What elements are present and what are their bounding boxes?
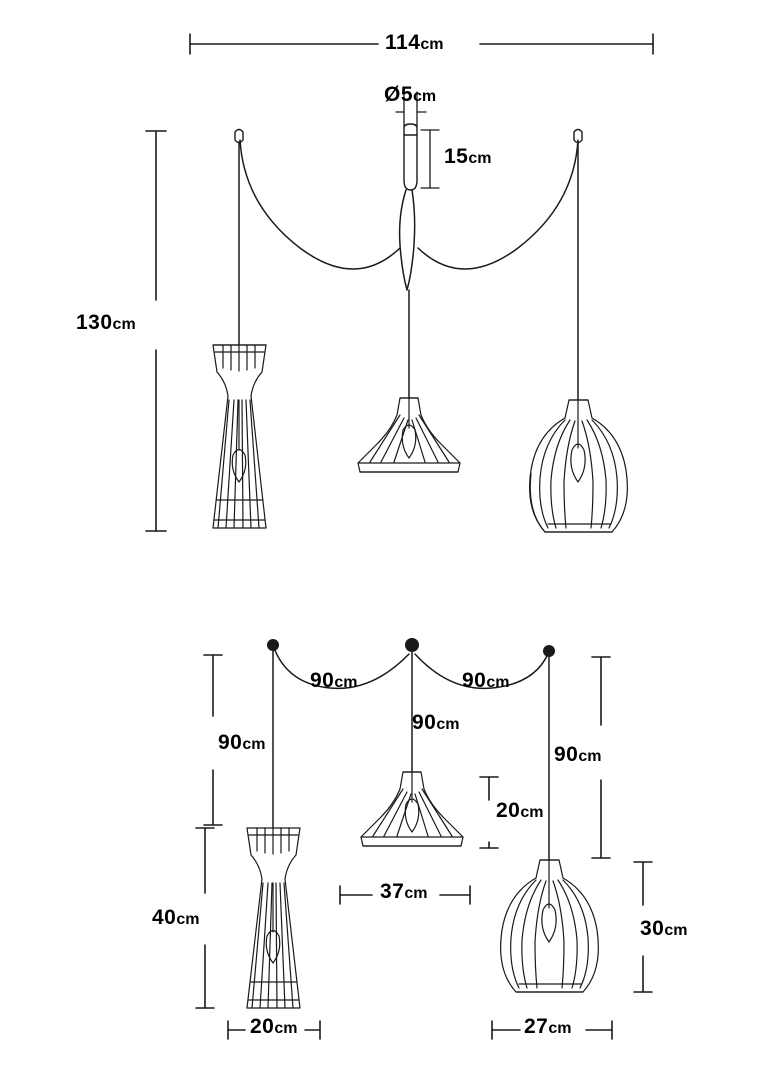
label-overall-width-value: 114 (385, 31, 421, 54)
label-shade-width-center (380, 881, 427, 902)
label-overall-drop (76, 312, 136, 333)
cord-swag-left (240, 140, 400, 269)
mount-dot-left (267, 639, 279, 651)
label-cord-length-left-value: 90 (218, 731, 243, 754)
shade-left-top (213, 345, 266, 528)
label-overall-drop-unit: cm (112, 316, 136, 333)
label-cord-length-right-unit: cm (578, 748, 602, 765)
label-shade-height-left-value: 40 (152, 906, 177, 929)
label-shade-height-right (640, 918, 687, 939)
mount-dot-center (405, 638, 419, 652)
label-cord-length-center-value: 90 (412, 711, 437, 734)
label-cord-length-right (554, 744, 601, 765)
label-shade-width-left (250, 1016, 297, 1037)
label-canopy-height (444, 146, 491, 167)
label-overall-width (385, 32, 444, 53)
label-shade-height-left-unit: cm (176, 911, 200, 928)
label-shade-width-center-unit: cm (404, 885, 428, 902)
cord-hook-left (235, 130, 243, 143)
mount-dot-right (543, 645, 555, 657)
cord-swag-right (418, 140, 578, 269)
label-canopy-height-unit: cm (468, 150, 492, 167)
label-shade-height-left (152, 907, 199, 928)
cord-center-loop (400, 190, 415, 290)
label-shade-width-right-unit: cm (548, 1020, 572, 1037)
label-cord-length-left-unit: cm (242, 736, 266, 753)
label-shade-height-right-unit: cm (664, 922, 688, 939)
label-cord-length-center (412, 712, 459, 733)
label-cord-length-center-unit: cm (436, 716, 460, 733)
label-overall-width-unit: cm (420, 36, 444, 53)
dim-overall-drop (146, 131, 166, 531)
label-shade-width-left-value: 20 (250, 1015, 275, 1038)
label-shade-height-center-unit: cm (520, 804, 544, 821)
label-canopy-diameter-value: Ø5 (384, 83, 414, 106)
label-shade-height-center-value: 20 (496, 799, 521, 822)
label-shade-height-right-value: 30 (640, 917, 665, 940)
label-shade-width-right-value: 27 (524, 1015, 549, 1038)
label-shade-height-center (496, 800, 543, 821)
shade-right-bottom (501, 860, 599, 992)
label-cord-span-right-value: 90 (462, 669, 487, 692)
shade-right-top (530, 400, 628, 532)
label-shade-width-right (524, 1016, 571, 1037)
shade-center-top (358, 398, 460, 472)
shade-center-bottom (361, 772, 463, 846)
dim-canopy-height (421, 130, 439, 188)
label-cord-length-left (218, 732, 265, 753)
label-cord-span-right (462, 670, 509, 691)
label-canopy-height-value: 15 (444, 145, 469, 168)
label-cord-span-left-value: 90 (310, 669, 335, 692)
label-cord-span-left (310, 670, 357, 691)
label-cord-span-left-unit: cm (334, 674, 358, 691)
label-overall-drop-value: 130 (76, 311, 113, 334)
canopy-top (404, 124, 417, 190)
label-canopy-diameter-unit: cm (413, 88, 437, 105)
label-shade-width-left-unit: cm (274, 1020, 298, 1037)
shade-left-bottom (247, 828, 300, 1008)
label-shade-width-center-value: 37 (380, 880, 405, 903)
label-cord-length-right-value: 90 (554, 743, 579, 766)
label-cord-span-right-unit: cm (486, 674, 510, 691)
label-canopy-diameter (384, 84, 436, 105)
